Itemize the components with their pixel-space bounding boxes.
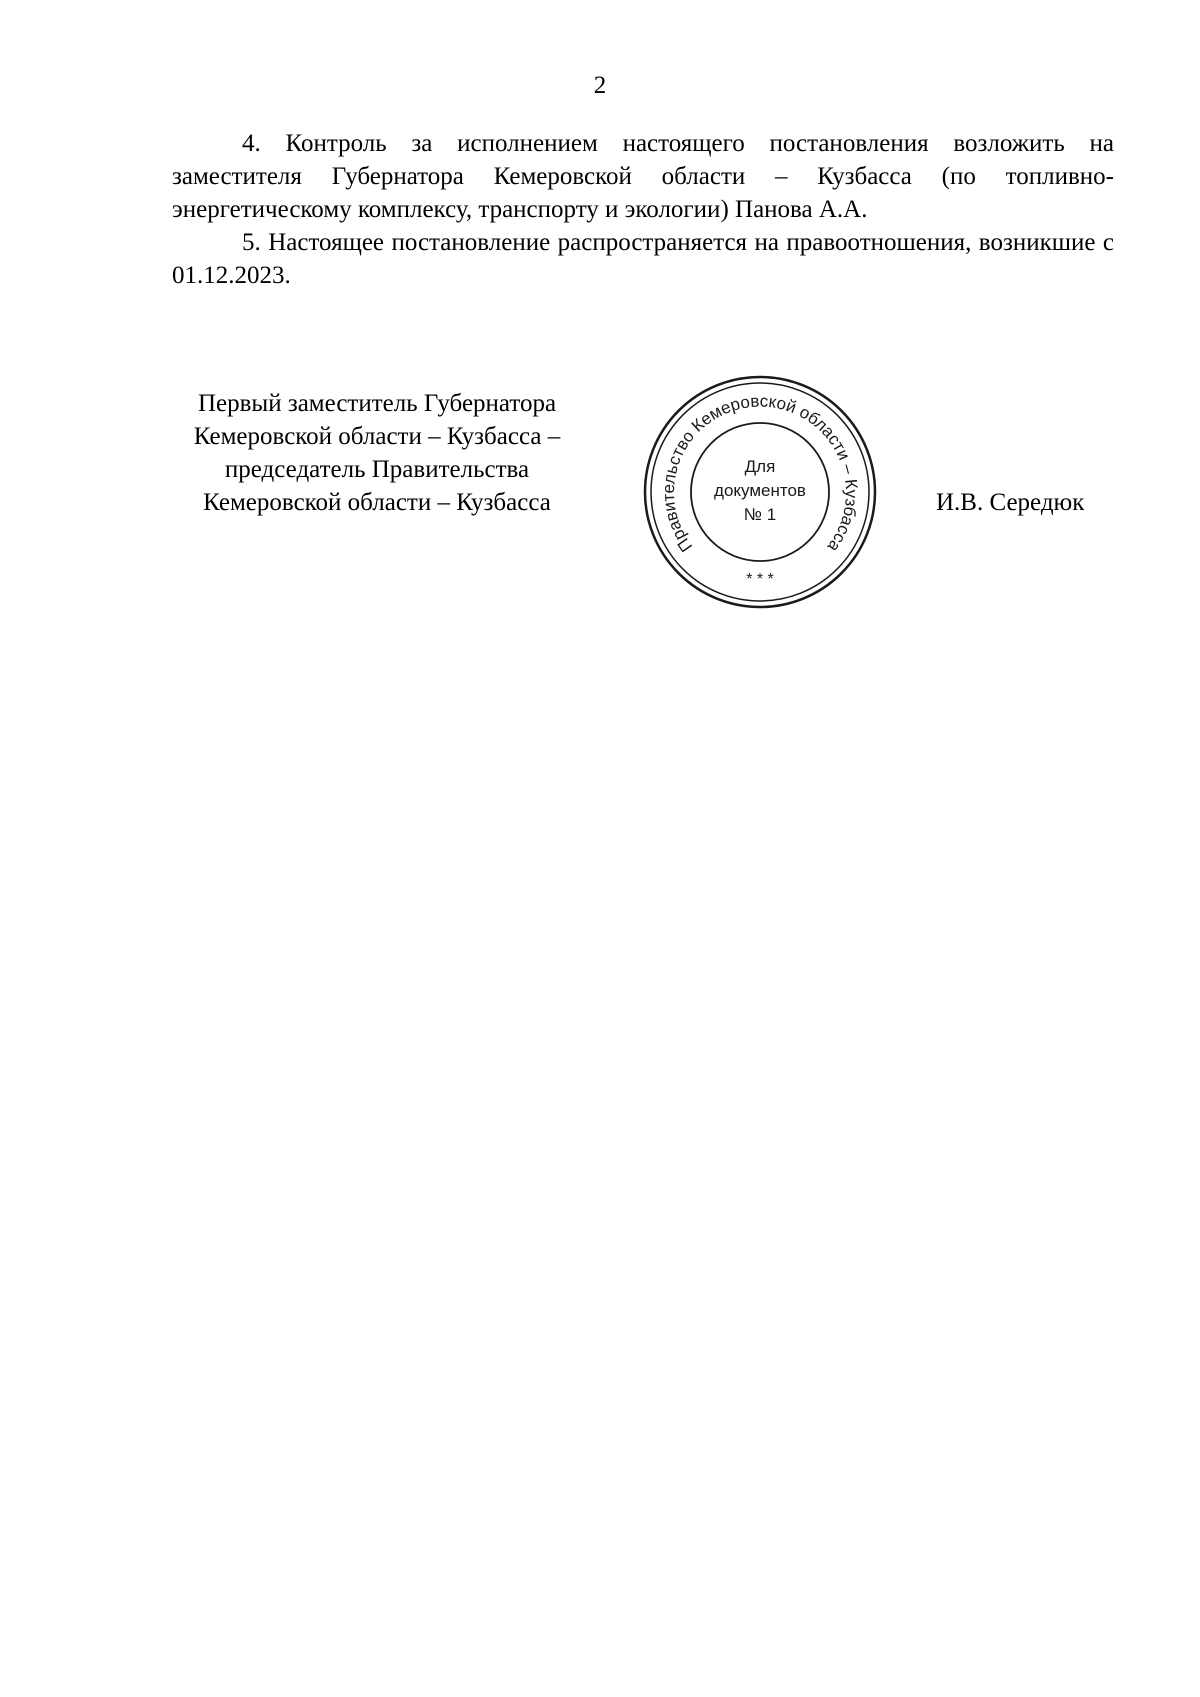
- page-number: 2: [593, 72, 607, 99]
- seal-center-line: № 1: [743, 505, 777, 524]
- seal-center-line: документов: [714, 481, 806, 500]
- signatory-position-line: председатель Правительства: [224, 456, 530, 483]
- seal-center-line: Для: [744, 457, 776, 476]
- seal-stars: * * *: [746, 571, 774, 588]
- official-seal: [640, 372, 880, 612]
- document-body: [172, 127, 1114, 292]
- paragraph-4: 4. Контроль за исполнением настоящего постановления возложить на заместителя Губернатора Кемеровской области – Кузбасса (по топливно-энергетическому комплексу, транспорту и экологии) Панова А.А.: [172, 130, 1114, 223]
- signatory-position-line: Кемеровской области – Кузбасса: [203, 489, 551, 516]
- paragraph-5: 5. Настоящее постановление распространяется на правоотношения, возникшие с 01.12.2023.: [172, 229, 1114, 289]
- seal-ring-text: Правительство Кемеровской области – Кузбасса: [658, 391, 862, 556]
- signatory-position-line: Первый заместитель Губернатора: [197, 390, 557, 417]
- signatory-position-line: Кемеровской области – Кузбасса –: [193, 423, 561, 450]
- signatory-name: И.В. Середюк: [936, 489, 1085, 516]
- seal-graphic: [640, 372, 880, 612]
- signatory-position: [152, 387, 602, 519]
